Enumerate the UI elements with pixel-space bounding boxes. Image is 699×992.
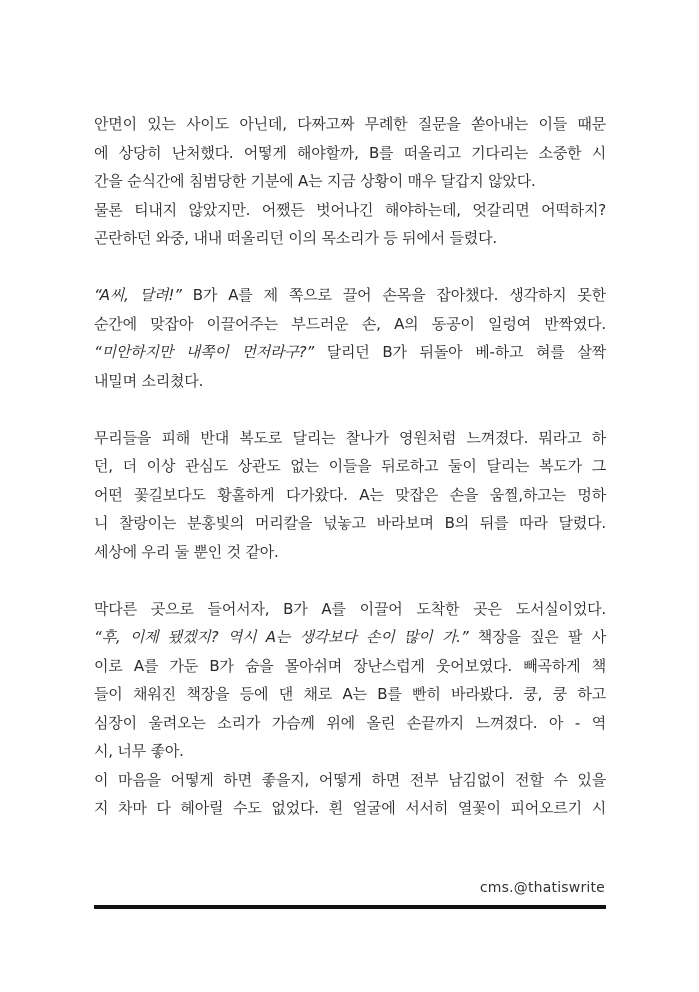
text-line bbox=[94, 595, 606, 624]
narration-text: 무리들을 피해 반대 복도로 달리는 찰나가 영원처럼 느껴졌다. 뭐라고 하 bbox=[94, 428, 606, 447]
dialogue-quote: “후, 이제 됐겠지? 역시 A는 생각보다 손이 많이 가.” bbox=[94, 628, 469, 646]
footer-divider bbox=[94, 905, 606, 909]
paragraph bbox=[94, 595, 606, 823]
text-line bbox=[94, 794, 606, 823]
narration-text: 이 마음을 어떻게 하면 좋을지, 어떻게 하면 전부 남김없이 전할 수 있을 bbox=[94, 770, 606, 789]
narration-text: 내밀며 소리쳤다. bbox=[94, 371, 204, 390]
text-line bbox=[94, 338, 606, 367]
narration-text: 심장이 울려오는 소리가 가슴께 위에 올린 손끝까지 느껴졌다. 아 - 역 bbox=[94, 713, 606, 732]
text-line bbox=[94, 196, 606, 225]
paragraph-gap bbox=[94, 566, 606, 595]
text-line bbox=[94, 367, 606, 396]
text-line bbox=[94, 281, 606, 310]
paragraph bbox=[94, 424, 606, 567]
document-body bbox=[94, 110, 606, 823]
narration-text: 간을 순식간에 침범당한 기분에 A는 지금 상황이 매우 달갑지 않았다. bbox=[94, 172, 536, 190]
narration-text: 달리던 B가 뒤돌아 베-하고 혀를 살짝 bbox=[313, 343, 606, 361]
text-line bbox=[94, 538, 606, 567]
narration-text: 순간에 맞잡아 이끌어주는 부드러운 손, A의 동공이 일렁여 반짝였다. bbox=[94, 314, 606, 333]
narration-text: 곤란하던 와중, 내내 떠올리던 이의 목소리가 등 뒤에서 들렸다. bbox=[94, 229, 497, 247]
narration-text: 세상에 우리 둘 뿐인 것 같아. bbox=[94, 542, 279, 561]
text-line bbox=[94, 709, 606, 738]
narration-text: 안면이 있는 사이도 아닌데, 다짜고짜 무례한 질문을 쏟아내는 이들 때문 bbox=[94, 115, 606, 133]
narration-text: 막다른 곳으로 들어서자, B가 A를 이끌어 도착한 곳은 도서실이었다. bbox=[94, 599, 606, 618]
text-line bbox=[94, 737, 606, 766]
narration-text: B가 A를 제 쪽으로 끌어 손목을 잡아챘다. 생각하지 못한 bbox=[181, 286, 606, 304]
text-line bbox=[94, 424, 606, 453]
dialogue-quote: “미안하지만 내쪽이 먼저라구?” bbox=[94, 343, 314, 361]
narration-text: 니 찰랑이는 분홍빛의 머리칼을 넋놓고 바라보며 B의 뒤를 따라 달렸다. bbox=[94, 514, 606, 532]
text-line bbox=[94, 452, 606, 481]
paragraph bbox=[94, 110, 606, 253]
narration-text: 들이 채워진 책장을 등에 댄 채로 A는 B를 빤히 바라봤다. 쿵, 쿵 하고 bbox=[94, 685, 606, 703]
paragraph bbox=[94, 281, 606, 395]
text-line bbox=[94, 623, 606, 652]
dialogue-quote: “A씨, 달려!” bbox=[94, 286, 182, 304]
text-line bbox=[94, 167, 606, 196]
narration-text: 이로 A를 가둔 B가 숨을 몰아쉬며 장난스럽게 웃어보였다. 빼곡하게 책 bbox=[94, 656, 606, 675]
text-line bbox=[94, 110, 606, 139]
narration-text: 물론 티내지 않았지만. 어쨌든 벗어나긴 해야하는데, 엇갈리면 어떡하지? bbox=[94, 200, 606, 219]
text-line bbox=[94, 481, 606, 510]
narration-text: 책장을 짚은 팔 사 bbox=[468, 628, 606, 646]
text-line bbox=[94, 509, 606, 538]
author-credit: cms.@thatiswrite bbox=[479, 880, 605, 896]
text-line bbox=[94, 652, 606, 681]
text-line bbox=[94, 766, 606, 795]
text-line bbox=[94, 139, 606, 168]
paragraph-gap bbox=[94, 253, 606, 282]
narration-text: 에 상당히 난처했다. 어떻게 해야할까, B를 떠올리고 기다리는 소중한 시 bbox=[94, 143, 606, 162]
narration-text: 시, 너무 좋아. bbox=[94, 742, 184, 760]
paragraph-gap bbox=[94, 395, 606, 424]
text-line bbox=[94, 310, 606, 339]
narration-text: 지 차마 다 헤아릴 수도 없었다. 흰 얼굴에 서서히 열꽃이 피어오르기 시 bbox=[94, 799, 606, 817]
text-line bbox=[94, 680, 606, 709]
text-line bbox=[94, 224, 606, 253]
narration-text: 어떤 꽃길보다도 황홀하게 다가왔다. A는 맞잡은 손을 움찔,하고는 멍하 bbox=[94, 485, 606, 504]
narration-text: 던, 더 이상 관심도 상관도 없는 이들을 뒤로하고 둘이 달리는 복도가 그 bbox=[94, 457, 606, 475]
